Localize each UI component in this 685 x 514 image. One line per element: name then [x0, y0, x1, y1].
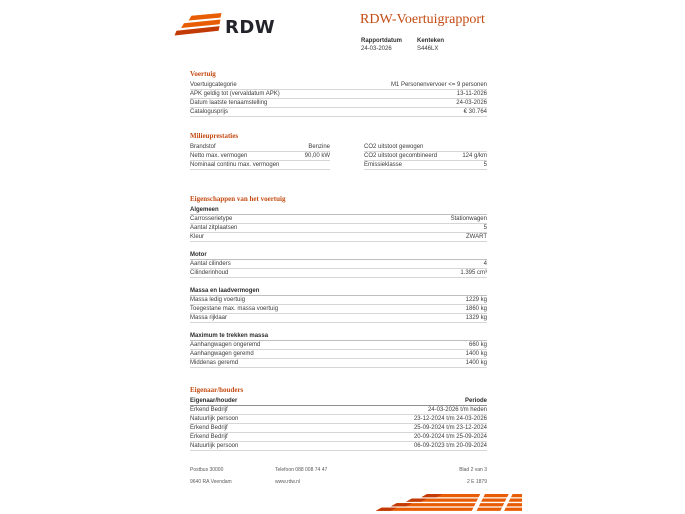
subsection-trekken-massa — [190, 332, 487, 368]
rdw-flag-icon — [174, 12, 222, 42]
subsection-title: Algemeen — [190, 206, 487, 215]
field-value: 1400 kg — [465, 360, 487, 366]
field-row — [190, 269, 487, 278]
field-label: Toegestane max. massa voertuig — [190, 306, 279, 312]
field-label: Massa rijklaar — [190, 315, 228, 321]
field-value: 1229 kg — [465, 297, 487, 303]
section-title: Eigenschappen van het voertuig — [190, 195, 286, 203]
table-row — [190, 406, 487, 415]
field-row — [190, 215, 487, 224]
field-label: Kleur — [190, 234, 205, 240]
field-value: Benzine — [308, 144, 330, 150]
subsection-algemeen — [190, 206, 487, 242]
section-milieuprestaties — [190, 132, 487, 170]
subsection-title: Motor — [190, 251, 487, 260]
owners-table-header — [190, 397, 487, 406]
field-value: 124 g/km — [462, 153, 487, 159]
field-label: Aantal cilinders — [190, 261, 231, 267]
field-row — [190, 359, 487, 368]
report-date-value: 24-03-2026 — [361, 46, 392, 52]
report-content — [190, 70, 487, 451]
table-row — [190, 433, 487, 442]
owners-col-periode: Periode — [464, 398, 487, 404]
field-row — [190, 161, 330, 170]
field-value: 4 — [483, 261, 487, 267]
field-row — [190, 81, 487, 90]
field-value: 24-03-2026 — [456, 100, 487, 106]
field-label: Catalogusprijs — [190, 109, 229, 115]
owner-period: 20-09-2024 t/m 25-09-2024 — [413, 434, 487, 440]
field-label: Datum laatste tenaamstelling — [190, 100, 268, 106]
field-row — [190, 108, 487, 117]
field-value: 90,00 kW — [304, 153, 330, 159]
field-value: 5 — [483, 162, 487, 168]
section-title: Eigenaar/houders — [190, 386, 244, 394]
field-value: 13-11-2026 — [456, 91, 487, 97]
field-row — [190, 224, 487, 233]
field-label: Emissieklasse — [364, 162, 403, 168]
report-meta — [361, 38, 444, 52]
subsection-title: Massa en laadvermogen — [190, 287, 487, 296]
field-label: APK geldig tot (vervaldatum APK) — [190, 91, 280, 97]
owner-type: Erkend Bedrijf — [190, 434, 228, 440]
milieu-columns — [190, 143, 487, 170]
page-title: RDW-Voertuigrapport — [360, 12, 485, 27]
field-row — [364, 152, 487, 161]
subsection-massa — [190, 287, 487, 323]
field-label: Netto max. vermogen — [190, 153, 248, 159]
field-label: Voertuigcategorie — [190, 82, 237, 88]
owner-period: 23-12-2024 t/m 24-03-2026 — [413, 416, 487, 422]
field-row — [190, 233, 487, 242]
owners-col-eigenaar: Eigenaar/houder — [190, 398, 238, 404]
owner-type: Natuurlijk persoon — [190, 443, 239, 449]
field-label: Nominaal continu max. vermogen — [190, 162, 280, 168]
rdw-logo — [174, 12, 275, 42]
footer-form-code: 2 E 1879 — [466, 479, 487, 485]
subsection-motor — [190, 251, 487, 278]
field-row — [190, 341, 487, 350]
owner-period: 06-09-2023 t/m 20-09-2024 — [413, 443, 487, 449]
footer-website: www.rdw.nl — [275, 479, 301, 485]
field-value: 1400 kg — [465, 351, 487, 357]
section-eigenaren — [190, 386, 487, 451]
field-value: M1 Personenvervoer <= 9 personen — [390, 82, 487, 88]
field-row — [190, 260, 487, 269]
table-row — [190, 442, 487, 451]
field-value: ZWART — [466, 234, 487, 240]
rdw-flag-footer-icon — [368, 494, 526, 513]
kenteken-value: S446LX — [417, 46, 439, 52]
section-title: Milieuprestaties — [190, 132, 239, 140]
owner-type: Erkend Bedrijf — [190, 407, 228, 413]
section-title: Voertuig — [190, 70, 216, 78]
footer-page-number: Blad 2 van 3 — [459, 467, 487, 473]
page-footer — [190, 467, 487, 491]
field-value: € 30.764 — [463, 109, 487, 115]
field-label: Aantal zitplaatsen — [190, 225, 238, 231]
section-voertuig — [190, 70, 487, 117]
field-row — [190, 143, 330, 152]
footer-telefoon: Telefoon 088 008 74 47 — [275, 467, 328, 473]
field-row — [190, 296, 487, 305]
field-label: Middenas geremd — [190, 360, 239, 366]
field-row — [364, 161, 487, 170]
field-value: 1860 kg — [465, 306, 487, 312]
field-value: 1329 kg — [465, 315, 487, 321]
field-label: Aanhangwagen ongeremd — [190, 342, 261, 348]
kenteken-block — [417, 38, 444, 52]
field-label: Cilinderinhoud — [190, 270, 229, 276]
field-value: 660 kg — [468, 342, 487, 348]
field-row — [190, 152, 330, 161]
field-value: 1.395 cm³ — [460, 270, 487, 276]
table-row — [190, 415, 487, 424]
subsection-title: Maximum te trekken massa — [190, 332, 487, 341]
field-row — [190, 99, 487, 108]
field-label: Massa ledig voertuig — [190, 297, 246, 303]
milieu-right-column — [364, 143, 487, 170]
owner-period: 24-03-2026 t/m heden — [427, 407, 487, 413]
field-row — [190, 350, 487, 359]
rdw-logo-text: RDW — [225, 16, 276, 38]
field-value: 5 — [483, 225, 487, 231]
milieu-left-column — [190, 143, 330, 170]
footer-postbus: Postbus 30000 — [190, 467, 224, 473]
field-row — [190, 314, 487, 323]
footer-line-1 — [190, 467, 487, 473]
field-label: CO2 uitstoot gewogen — [364, 144, 424, 150]
field-row — [190, 305, 487, 314]
report-date-label: Rapportdatum — [361, 38, 402, 44]
field-label: Brandstof — [190, 144, 216, 150]
field-label: Aanhangwagen geremd — [190, 351, 254, 357]
field-row — [190, 90, 487, 99]
report-date-block — [361, 38, 417, 52]
owner-period: 25-09-2024 t/m 23-12-2024 — [413, 425, 487, 431]
field-row — [364, 143, 487, 152]
field-label: CO2 uitstoot gecombineerd — [364, 153, 438, 159]
section-eigenschappen — [190, 195, 487, 368]
footer-plaats: 9640 RA Veendam — [190, 479, 232, 485]
field-label: Carrosserietype — [190, 216, 233, 222]
owner-type: Natuurlijk persoon — [190, 416, 239, 422]
field-value: Stationwagen — [450, 216, 487, 222]
footer-line-2 — [190, 479, 487, 485]
table-row — [190, 424, 487, 433]
kenteken-label: Kenteken — [417, 38, 445, 44]
owner-type: Erkend Bedrijf — [190, 425, 228, 431]
